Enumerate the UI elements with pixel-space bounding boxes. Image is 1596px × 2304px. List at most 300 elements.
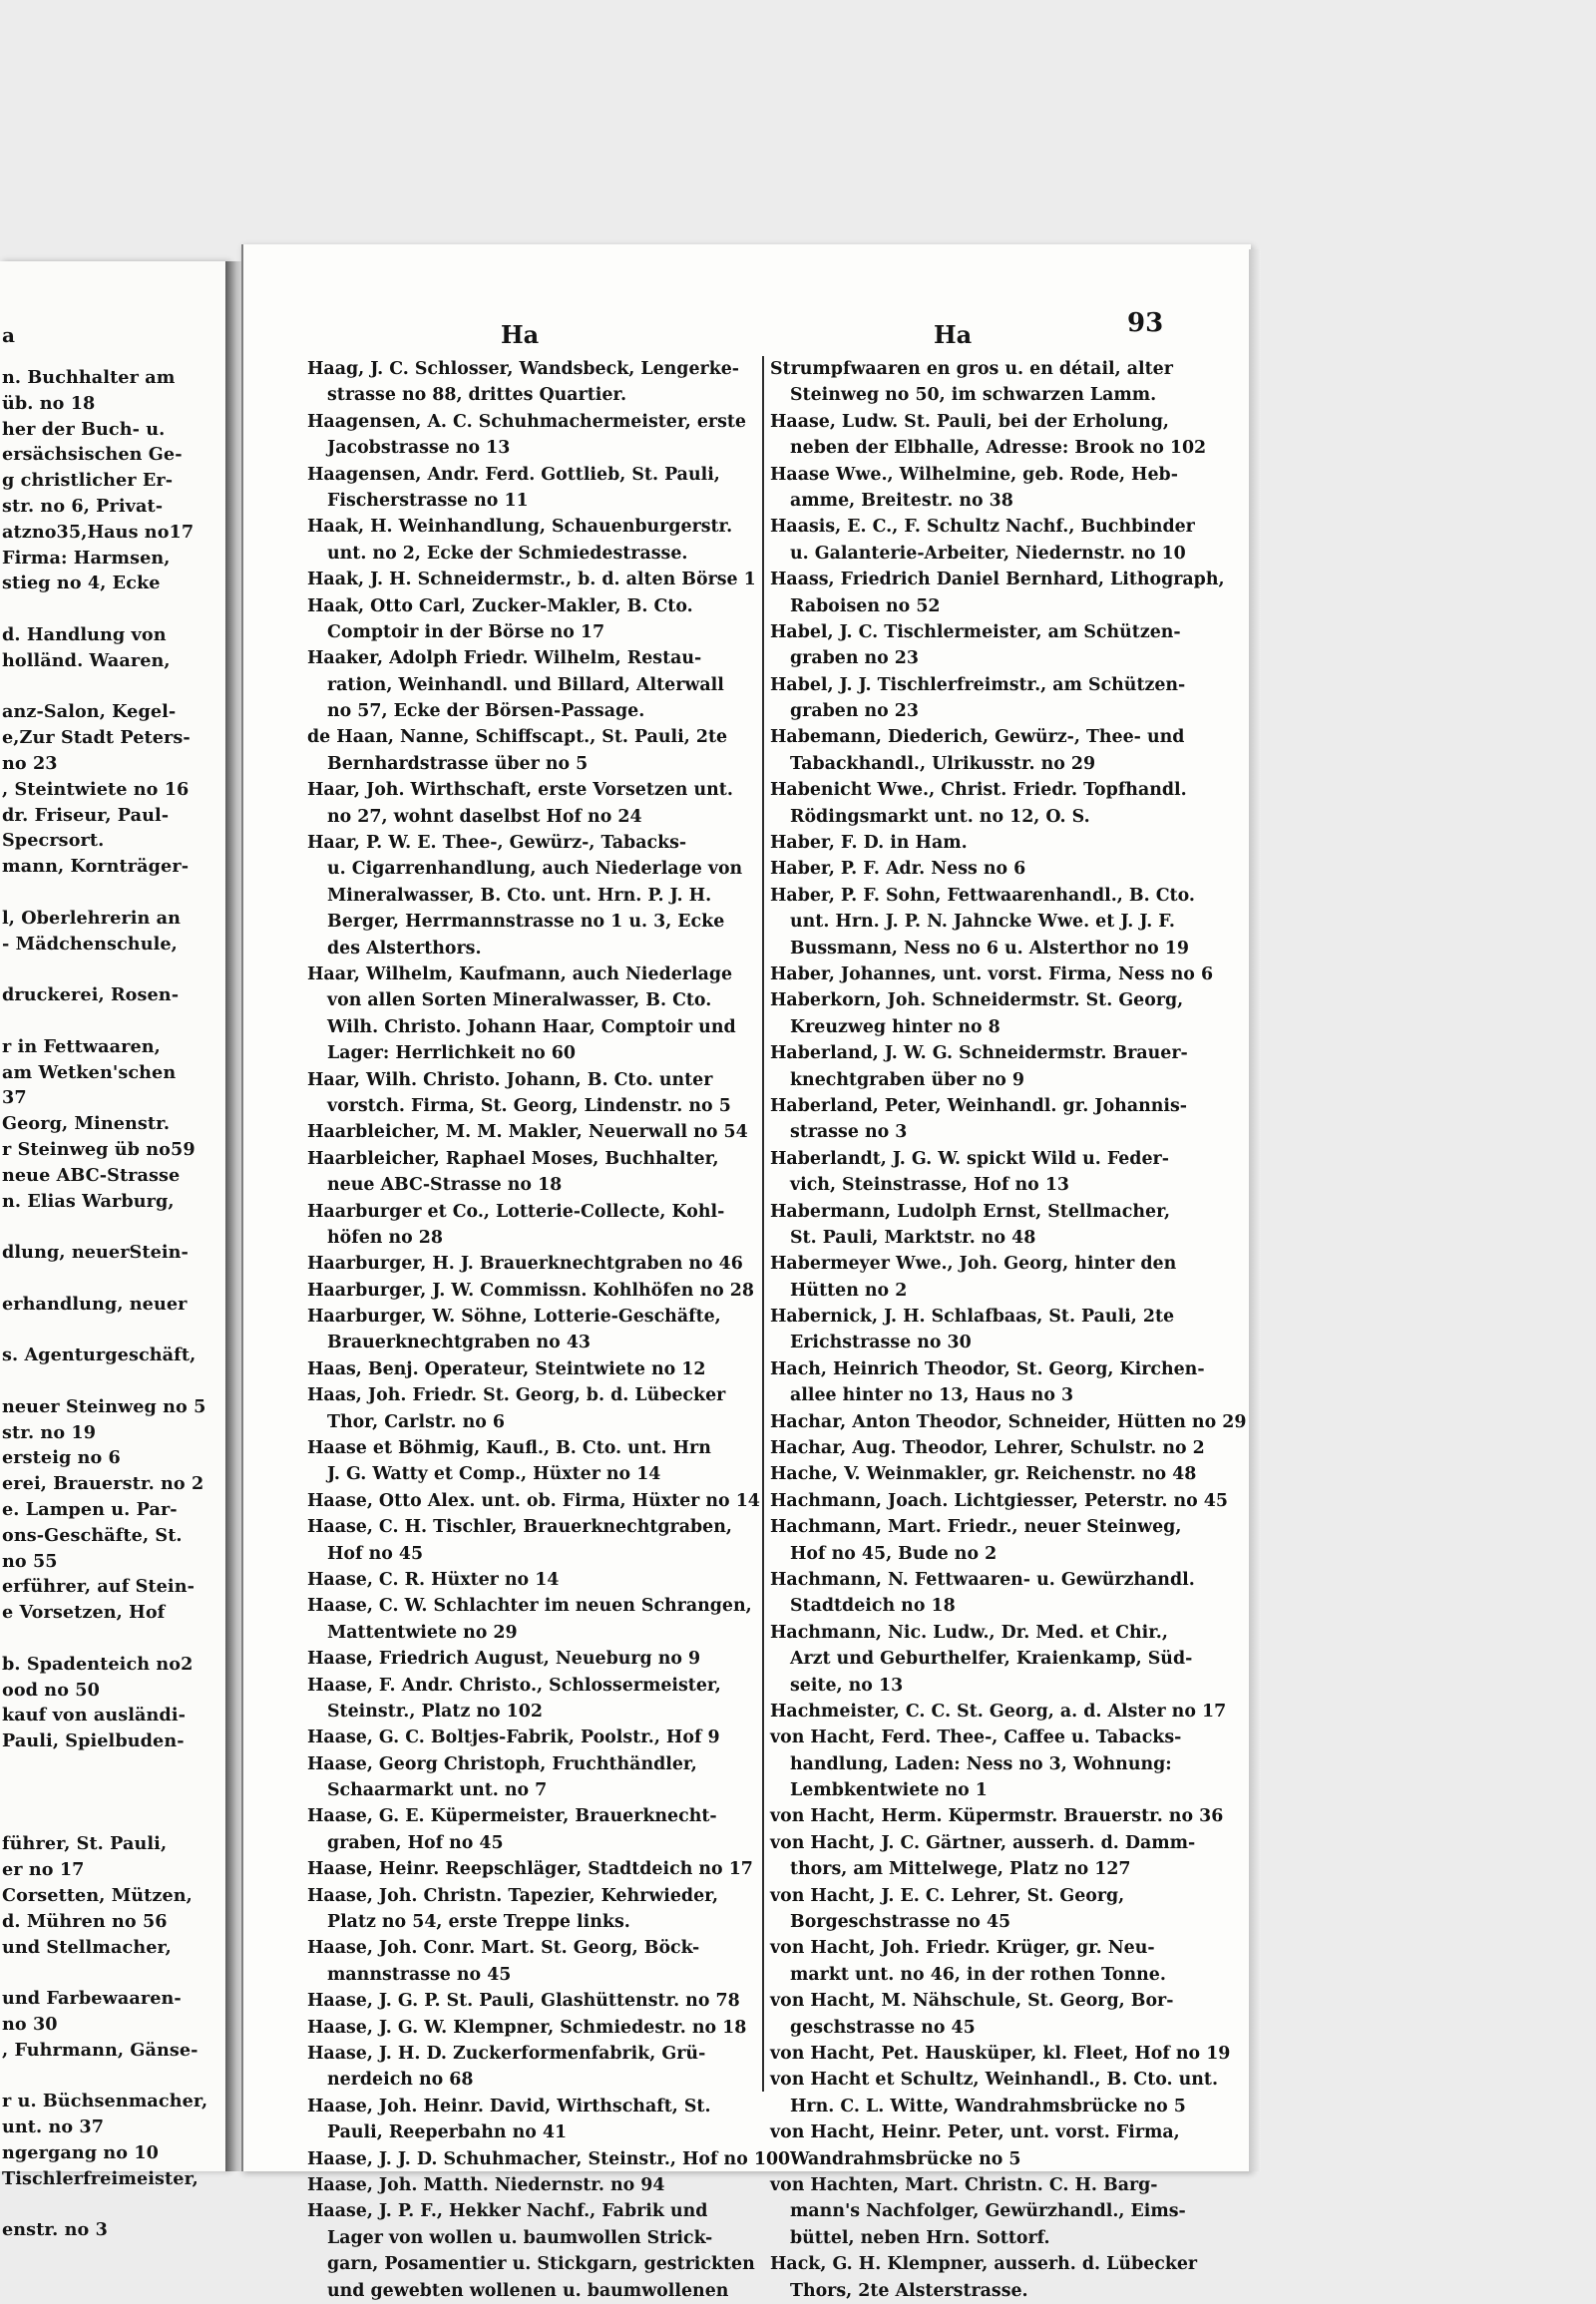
entry-line: Haber, P. F. Adr. Ness no 6 <box>770 859 1026 880</box>
previous-page-line <box>2 2064 231 2090</box>
entry-line: Hachmann, Nic. Ludw., Dr. Med. et Chir., <box>770 1622 1168 1643</box>
previous-page-header-fragment: a <box>2 323 15 347</box>
entry-continuation-line: nerdeich no 68 <box>327 2070 474 2091</box>
entry-line: Haase, J. H. D. Zuckerformenfabrik, Grü- <box>307 2044 706 2064</box>
entry-line: Haagensen, A. C. Schuhmachermeister, erste <box>307 411 746 432</box>
directory-entry <box>770 1409 1247 1435</box>
entry-line: von Hacht, Herm. Küpermstr. Brauerstr. no 36 <box>770 1806 1224 1827</box>
entry-continuation-line: graben no 23 <box>790 648 920 669</box>
entry-line: Hachmeister, C. C. St. Georg, a. d. Alster no 17 <box>770 1701 1227 1722</box>
running-head-left: Ha <box>501 320 540 349</box>
entry-line: von Hacht et Schultz, Weinhandl., B. Cto. unt. <box>770 2070 1219 2091</box>
directory-entry <box>307 1304 802 1356</box>
directory-entry <box>307 1856 802 1882</box>
directory-entry <box>770 1199 1209 1252</box>
directory-entry <box>770 2067 1219 2119</box>
directory-entry <box>307 593 802 646</box>
directory-entry <box>770 1803 1224 1829</box>
entry-line: Haar, Wilh. Christo. Johann, B. Cto. unter <box>307 1069 713 1090</box>
entry-continuation-line: garn, Posamentier u. Stickgarn, gestrickten <box>327 2254 755 2275</box>
directory-entry <box>307 1725 802 1750</box>
entry-continuation-line: Jacobstrasse no 13 <box>327 438 511 459</box>
previous-page-line: her der Buch- u. <box>2 418 166 440</box>
directory-entry <box>307 1278 802 1304</box>
entry-continuation-line: Lembkentwiete no 1 <box>790 1780 988 1801</box>
entry-line: Hachmann, Mart. Friedr., neuer Steinweg, <box>770 1517 1182 1538</box>
entry-line: Haase, Ludw. St. Pauli, bei der Erholung, <box>770 411 1169 432</box>
previous-page-line: erführer, auf Stein- <box>2 1576 196 1598</box>
entry-continuation-line: Thors, 2te Alsterstrasse. <box>790 2280 1028 2301</box>
entry-line: Habermeyer Wwe., Joh. Georg, hinter den <box>770 1254 1177 1275</box>
previous-page-line: er no 17 <box>2 1859 85 1881</box>
entry-continuation-line: amme, Breitestr. no 38 <box>790 490 1013 511</box>
directory-entry <box>770 856 1209 882</box>
entry-continuation-line: St. Pauli, Marktstr. no 48 <box>790 1227 1036 1248</box>
previous-page-line: und Stellmacher, <box>2 1936 172 1958</box>
entry-continuation-line: Hof no 45 <box>327 1543 424 1564</box>
directory-entry <box>770 1304 1209 1356</box>
directory-entry <box>307 462 802 515</box>
directory-entry <box>770 2119 1209 2172</box>
directory-entry <box>770 2172 1209 2251</box>
entry-continuation-line: Mattentwiete no 29 <box>327 1622 518 1643</box>
entry-line: Haase, J. J. D. Schuhmacher, Steinstr., Hof no 100 <box>307 2148 791 2169</box>
entry-line: Haak, H. Weinhandlung, Schauenburgerstr. <box>307 517 733 538</box>
entry-continuation-line: no 27, wohnt daselbst Hof no 24 <box>327 806 642 827</box>
entry-continuation-line: strasse no 3 <box>790 1122 908 1143</box>
entry-continuation-line: Tabackhandl., Ulrikusstr. no 29 <box>790 753 1096 774</box>
entry-line: Haase, Joh. Heinr. David, Wirthschaft, St. <box>307 2096 711 2116</box>
entry-line: Hack, G. H. Klempner, ausserh. d. Lübecker <box>770 2254 1198 2275</box>
entry-continuation-line: Borgeschstrasse no 45 <box>790 1912 1011 1933</box>
directory-entry <box>307 2041 802 2094</box>
directory-entry <box>307 1146 802 1199</box>
directory-entry <box>307 961 802 1067</box>
previous-page-line: e Vorsetzen, Hof <box>2 1602 166 1624</box>
entry-line: Hach, Heinrich Theodor, St. Georg, Kirchen- <box>770 1358 1205 1379</box>
directory-entry <box>770 672 1209 725</box>
directory-entry <box>307 356 802 409</box>
directory-entry <box>770 567 1225 619</box>
previous-page-line: anz-Salon, Kegel- <box>2 701 177 723</box>
directory-entry <box>307 1251 802 1277</box>
entry-line: Habel, J. C. Tischlermeister, am Schützen- <box>770 621 1181 642</box>
entry-line: Haber, F. D. in Ham. <box>770 833 968 854</box>
entry-continuation-line: Thor, Carlstr. no 6 <box>327 1411 505 1432</box>
entry-line: Haar, Joh. Wirthschaft, erste Vorsetzen unt. <box>307 780 733 801</box>
entry-line: von Hacht, M. Nähschule, St. Georg, Bor- <box>770 1991 1174 2012</box>
directory-entry <box>770 1356 1209 1409</box>
right-column <box>758 356 1247 2304</box>
left-column <box>307 356 802 2304</box>
entry-line: Haarburger, W. Söhne, Lotterie-Geschäfte, <box>307 1307 721 1328</box>
previous-page-line: e. Lampen u. Par- <box>2 1499 178 1521</box>
directory-entry <box>307 1803 802 1856</box>
previous-page-line: , Steintwiete no 16 <box>2 778 190 800</box>
directory-entry <box>770 2251 1209 2304</box>
directory-entry <box>770 1567 1209 1620</box>
entry-continuation-line: Rödingsmarkt unt. no 12, O. S. <box>790 806 1090 827</box>
entry-continuation-line: vich, Steinstrasse, Hof no 13 <box>790 1175 1070 1196</box>
entry-continuation-line: von allen Sorten Mineralwasser, B. Cto. <box>327 990 712 1011</box>
entry-line: Haarburger et Co., Lotterie-Collecte, Kohl- <box>307 1201 725 1222</box>
previous-page-line: s. Agenturgeschäft, <box>2 1344 197 1366</box>
directory-entry <box>770 1461 1209 1487</box>
previous-page-line: enstr. no 3 <box>2 2219 108 2241</box>
directory-entry <box>770 777 1209 830</box>
directory-entry <box>770 1514 1209 1567</box>
entry-continuation-line: und gewebten wollenen u. baumwollenen <box>327 2280 729 2301</box>
entry-continuation-line: Bussmann, Ness no 6 u. Alsterthor no 19 <box>790 938 1189 959</box>
previous-page-line: dr. Friseur, Paul- <box>2 804 170 826</box>
previous-page-line: ersächsischen Ge- <box>2 444 183 466</box>
previous-page-line <box>2 674 231 700</box>
entry-continuation-line: höfen no 28 <box>327 1227 443 1248</box>
entry-continuation-line: Erichstrasse no 30 <box>790 1333 972 1353</box>
entry-line: Strumpfwaaren en gros u. en détail, alter <box>770 359 1173 379</box>
entry-continuation-line: des Alsterthors. <box>327 938 482 959</box>
entry-line: von Hacht, Joh. Friedr. Krüger, gr. Neu- <box>770 1938 1155 1959</box>
entry-line: Haase, J. G. W. Klempner, Schmiedestr. no 18 <box>307 2017 747 2038</box>
entry-continuation-line: Hof no 45, Bude no 2 <box>790 1543 998 1564</box>
entry-continuation-line: Arzt und Geburthelfer, Kraienkamp, Süd- <box>790 1649 1193 1670</box>
entry-continuation-line: u. Galanterie-Arbeiter, Niedernstr. no 10 <box>790 543 1186 564</box>
entry-line: Habernick, J. H. Schlafbaas, St. Pauli, 2te <box>770 1307 1175 1328</box>
directory-entry <box>770 1093 1209 1146</box>
entry-continuation-line: Berger, Herrmannstrasse no 1 u. 3, Ecke <box>327 912 725 933</box>
previous-page-line <box>2 1626 231 1652</box>
entry-line: Haasis, E. C., F. Schultz Nachf., Buchbinder <box>770 517 1195 538</box>
entry-line: Haberland, Peter, Weinhandl. gr. Johannis- <box>770 1095 1187 1116</box>
directory-entry <box>770 619 1209 672</box>
previous-page-line: d. Handlung von <box>2 623 167 645</box>
directory-entry <box>307 1935 802 1988</box>
directory-entry <box>307 1593 802 1646</box>
directory-entry <box>770 514 1209 567</box>
previous-page-line: Specrsort. <box>2 830 105 852</box>
previous-page-line <box>2 1368 231 1394</box>
entry-line: Habel, J. J. Tischlerfreimstr., am Schützen- <box>770 674 1186 695</box>
previous-page-line: neue ABC-Strasse <box>2 1164 181 1186</box>
entry-line: Haase, J. P. F., Hekker Nachf., Fabrik und <box>307 2201 708 2222</box>
entry-line: Haase, G. E. Küpermeister, Brauerknecht- <box>307 1806 717 1827</box>
directory-entry <box>307 1488 802 1514</box>
directory-entry <box>770 724 1209 777</box>
previous-page-line: erhandlung, neuer <box>2 1293 188 1315</box>
previous-page-line: atzno35,Haus no17 <box>2 521 195 543</box>
entry-continuation-line: unt. no 2, Ecke der Schmiedestrasse. <box>327 543 688 564</box>
previous-page-line: und Farbewaaren- <box>2 1988 182 2010</box>
entry-continuation-line: Hrn. C. L. Witte, Wandrahmsbrücke no 5 <box>790 2096 1186 2116</box>
entry-line: Haberkorn, Joh. Schneidermstr. St. Georg, <box>770 990 1184 1011</box>
previous-page-line: r Steinweg üb no59 <box>2 1138 196 1160</box>
previous-page-line: , Fuhrmann, Gänse- <box>2 2039 199 2061</box>
previous-page-line: Corsetten, Mützen, <box>2 1885 193 1907</box>
directory-entry <box>307 514 802 567</box>
directory-entry <box>770 2041 1231 2067</box>
entry-line: Habermann, Ludolph Ernst, Stellmacher, <box>770 1201 1171 1222</box>
entry-continuation-line: Comptoir in der Börse no 17 <box>327 621 605 642</box>
entry-line: Haber, Johannes, unt. vorst. Firma, Ness no 6 <box>770 963 1214 984</box>
directory-entry <box>770 1988 1209 2041</box>
entry-line: Haase, Joh. Matth. Niedernstr. no 94 <box>307 2174 665 2195</box>
directory-entry <box>307 2172 802 2198</box>
entry-line: Haarbleicher, Raphael Moses, Buchhalter, <box>307 1148 719 1169</box>
directory-entry <box>770 987 1209 1040</box>
directory-entry <box>307 1567 802 1593</box>
entry-line: Hachmann, Joach. Lichtgiesser, Peterstr. no 45 <box>770 1490 1228 1511</box>
entry-continuation-line: Wilh. Christo. Johann Haar, Comptoir und <box>327 1016 736 1037</box>
entry-line: Haberlandt, J. G. W. spickt Wild u. Feder- <box>770 1148 1169 1169</box>
directory-entry <box>770 1040 1209 1093</box>
entry-line: Haase, G. C. Boltjes-Fabrik, Poolstr., Hof 9 <box>307 1728 720 1748</box>
directory-entry <box>307 2015 802 2041</box>
directory-entry <box>770 1830 1209 1883</box>
previous-page-line <box>2 2192 231 2218</box>
entry-continuation-line: Steinstr., Platz no 102 <box>327 1701 543 1722</box>
entry-line: von Hacht, Heinr. Peter, unt. vorst. Firma, <box>770 2122 1180 2143</box>
previous-page-line: Georg, Minenstr. <box>2 1113 171 1135</box>
directory-entry <box>307 1883 802 1936</box>
entry-continuation-line: vorstch. Firma, St. Georg, Lindenstr. no 5 <box>327 1095 731 1116</box>
entry-continuation-line: mann's Nachfolger, Gewürzhandl., Eims- <box>790 2201 1186 2222</box>
entry-line: Haase, Heinr. Reepschläger, Stadtdeich no 17 <box>307 1859 753 1880</box>
previous-page-line <box>2 1754 231 1780</box>
entry-line: Haak, Otto Carl, Zucker-Makler, B. Cto. <box>307 595 693 616</box>
previous-page-line <box>2 1214 231 1240</box>
entry-continuation-line: Bernhardstrasse über no 5 <box>327 753 589 774</box>
entry-line: Haarburger, J. W. Commissn. Kohlhöfen no 28 <box>307 1280 754 1301</box>
directory-entry <box>770 830 1209 856</box>
previous-page-line: Firma: Harmsen, <box>2 547 171 569</box>
previous-page-line: no 23 <box>2 752 58 774</box>
entry-line: Haag, J. C. Schlosser, Wandsbeck, Lengerke- <box>307 359 740 379</box>
previous-page-line <box>2 880 231 906</box>
previous-page <box>0 261 227 2241</box>
previous-page-line <box>2 1960 231 1986</box>
entry-continuation-line: graben no 23 <box>790 701 920 722</box>
entry-continuation-line: no 57, Ecke der Börsen-Passage. <box>327 701 645 722</box>
directory-entry <box>307 1356 802 1382</box>
directory-entry <box>307 1067 802 1120</box>
entry-line: Haase et Böhmig, Kaufl., B. Cto. unt. Hrn <box>307 1438 711 1459</box>
previous-page-text <box>2 365 231 2243</box>
entry-line: Haase, Friedrich August, Neueburg no 9 <box>307 1649 701 1670</box>
entry-continuation-line: Stadtdeich no 18 <box>790 1596 956 1617</box>
entry-line: Haase, C. W. Schlachter im neuen Schrangen, <box>307 1596 752 1617</box>
entry-continuation-line: geschstrasse no 45 <box>790 2017 976 2038</box>
directory-entry <box>770 409 1209 462</box>
entry-line: von Hacht, J. E. C. Lehrer, St. Georg, <box>770 1885 1125 1906</box>
directory-entry <box>307 1673 802 1726</box>
previous-page-line: unt. no 37 <box>2 2116 105 2138</box>
directory-entry <box>307 1435 802 1488</box>
previous-page-line: g christlicher Er- <box>2 470 174 492</box>
directory-entry <box>770 1435 1209 1461</box>
entry-line: Haase, J. G. P. St. Pauli, Glashüttenstr. no 78 <box>307 1991 740 2012</box>
directory-entry <box>307 1382 802 1435</box>
entry-line: Hachmann, N. Fettwaaren- u. Gewürzhandl. <box>770 1569 1195 1590</box>
previous-page-line: n. Buchhalter am <box>2 367 176 388</box>
page-number: 93 <box>1127 308 1164 338</box>
previous-page-line: Tischlerfreimeister, <box>2 2167 199 2189</box>
entry-line: Haass, Friedrich Daniel Bernhard, Lithograph, <box>770 570 1225 590</box>
entry-continuation-line: Hütten no 2 <box>790 1280 908 1301</box>
entry-line: von Hacht, J. C. Gärtner, ausserh. d. Damm- <box>770 1832 1196 1853</box>
previous-page-line: neuer Steinweg no 5 <box>2 1395 206 1417</box>
entry-continuation-line: Wandrahmsbrücke no 5 <box>790 2148 1021 2169</box>
entry-line: Haarburger, H. J. Brauerknechtgraben no 46 <box>307 1254 743 1275</box>
entry-line: de Haan, Nanne, Schiffscapt., St. Pauli, 2te <box>307 727 728 748</box>
entry-line: Haagensen, Andr. Ferd. Gottlieb, St. Pauli, <box>307 464 720 485</box>
entry-continuation-line: markt unt. no 46, in der rothen Tonne. <box>790 1964 1166 1985</box>
directory-entry <box>770 1488 1228 1514</box>
entry-continuation-line: handlung, Laden: Ness no 3, Wohnung: <box>790 1753 1172 1774</box>
directory-entry <box>307 1646 802 1672</box>
previous-page-line <box>2 1266 231 1292</box>
directory-entry <box>307 409 802 462</box>
previous-page-line: d. Mühren no 56 <box>2 1910 168 1932</box>
entry-continuation-line: Lager: Herrlichkeit no 60 <box>327 1043 576 1064</box>
entry-line: Hachar, Aug. Theodor, Lehrer, Schulstr. no 2 <box>770 1438 1205 1459</box>
directory-entry <box>307 777 802 830</box>
entry-continuation-line: knechtgraben über no 9 <box>790 1069 1025 1090</box>
previous-page-line: dlung, neuerStein- <box>2 1242 189 1264</box>
directory-entry <box>307 2094 802 2146</box>
directory-entry <box>307 1199 802 1252</box>
previous-page-line: Pauli, Spielbuden- <box>2 1730 185 1752</box>
previous-page-line <box>2 1806 231 1832</box>
previous-page-line: kauf von ausländi- <box>2 1705 187 1727</box>
previous-page-line: l, Oberlehrerin an <box>2 907 182 929</box>
page-edge <box>1249 249 1261 2171</box>
entry-line: Habenicht Wwe., Christ. Friedr. Topfhandl. <box>770 780 1187 801</box>
directory-entry <box>307 1988 802 2014</box>
entry-continuation-line: Schaarmarkt unt. no 7 <box>327 1780 548 1801</box>
entry-line: Hachar, Anton Theodor, Schneider, Hütten no 29 <box>770 1411 1247 1432</box>
entry-line: Haar, Wilhelm, Kaufmann, auch Niederlage <box>307 963 733 984</box>
directory-entry <box>770 1251 1209 1304</box>
previous-page-line <box>2 596 231 622</box>
directory-entry <box>770 1699 1227 1725</box>
previous-page-line: 37 <box>2 1087 27 1109</box>
previous-page-line: ersteig no 6 <box>2 1447 121 1469</box>
entry-line: Haase, C. R. Hüxter no 14 <box>307 1569 560 1590</box>
entry-line: Haase Wwe., Wilhelmine, geb. Rode, Heb- <box>770 464 1178 485</box>
previous-page-line: e,Zur Stadt Peters- <box>2 727 191 749</box>
entry-line: Haase, C. H. Tischler, Brauerknechtgraben, <box>307 1517 732 1538</box>
entry-line: Haase, Joh. Conr. Mart. St. Georg, Böck- <box>307 1938 700 1959</box>
previous-page-line: r u. Büchsenmacher, <box>2 2091 208 2112</box>
previous-page-line: erei, Brauerstr. no 2 <box>2 1473 204 1495</box>
previous-page-line: ood no 50 <box>2 1679 100 1701</box>
entry-continuation-line: büttel, neben Hrn. Sottorf. <box>790 2227 1050 2248</box>
directory-entry <box>770 883 1209 961</box>
entry-line: Haak, J. H. Schneidermstr., b. d. alten Börse 1 <box>307 570 756 590</box>
entry-continuation-line: neben der Elbhalle, Adresse: Brook no 102 <box>790 438 1207 459</box>
entry-line: Hache, V. Weinmakler, gr. Reichenstr. no 48 <box>770 1464 1197 1485</box>
entry-line: Haas, Benj. Operateur, Steintwiete no 12 <box>307 1358 706 1379</box>
entry-continuation-line: seite, no 13 <box>790 1675 904 1696</box>
entry-line: Haaker, Adolph Friedr. Wilhelm, Restau- <box>307 648 702 669</box>
entry-line: von Hachten, Mart. Christn. C. H. Barg- <box>770 2174 1158 2195</box>
previous-page-line: r in Fettwaaren, <box>2 1035 161 1057</box>
directory-entry <box>770 1935 1209 1988</box>
previous-page-line: no 55 <box>2 1550 58 1572</box>
previous-page-line: n. Elias Warburg, <box>2 1190 175 1212</box>
previous-page-line <box>2 1008 231 1034</box>
entry-continuation-line: unt. Hrn. J. P. N. Jahncke Wwe. et J. J. F. <box>790 912 1175 933</box>
entry-line: Haase, Georg Christoph, Fruchthändler, <box>307 1753 697 1774</box>
previous-page-line: am Wetken'schen <box>2 1061 177 1083</box>
entry-continuation-line: graben, Hof no 45 <box>327 1832 504 1853</box>
previous-page-line <box>2 957 231 982</box>
previous-page-line: ons-Geschäfte, St. <box>2 1524 183 1546</box>
previous-page-line: str. no 6, Privat- <box>2 495 164 517</box>
directory-entry <box>307 724 802 777</box>
previous-page-line: führer, St. Pauli, <box>2 1833 168 1855</box>
directory-entry <box>770 1620 1209 1699</box>
entry-continuation-line: u. Cigarrenhandlung, auch Niederlage von <box>327 859 743 880</box>
previous-page-line: mann, Kornträger- <box>2 856 190 878</box>
entry-line: Haas, Joh. Friedr. St. Georg, b. d. Lübecker <box>307 1385 726 1406</box>
previous-page-line: stieg no 4, Ecke <box>2 573 161 594</box>
directory-entry <box>307 2198 802 2304</box>
previous-page-line: no 30 <box>2 2014 58 2035</box>
entry-line: Haberland, J. W. G. Schneidermstr. Brauer- <box>770 1043 1188 1064</box>
entry-continuation-line: Brauerknechtgraben no 43 <box>327 1333 592 1353</box>
directory-entry <box>770 462 1209 515</box>
entry-line: Haar, P. W. E. Thee-, Gewürz-, Tabacks- <box>307 833 687 854</box>
entry-continuation-line: strasse no 88, drittes Quartier. <box>327 385 627 406</box>
previous-page-line: str. no 19 <box>2 1421 97 1443</box>
entry-continuation-line: mannstrasse no 45 <box>327 1964 512 1985</box>
entry-line: Haber, P. F. Sohn, Fettwaarenhandl., B. Cto. <box>770 885 1195 906</box>
entry-continuation-line: thors, am Mittelwege, Platz no 127 <box>790 1859 1131 1880</box>
previous-page-line: - Mädchenschule, <box>2 933 178 955</box>
entry-continuation-line: Mineralwasser, B. Cto. unt. Hrn. P. J. H. <box>327 885 712 906</box>
entry-line: von Hacht, Pet. Hausküper, kl. Fleet, Hof no 19 <box>770 2044 1231 2064</box>
entry-continuation-line: Raboisen no 52 <box>790 595 941 616</box>
previous-page-line: holländ. Waaren, <box>2 649 171 671</box>
directory-entry <box>770 1883 1209 1936</box>
running-head-right: Ha <box>934 320 973 349</box>
directory-entry <box>307 645 802 724</box>
entry-continuation-line: Steinweg no 50, im schwarzen Lamm. <box>790 385 1157 406</box>
entry-continuation-line: Fischerstrasse no 11 <box>327 490 529 511</box>
previous-page-line <box>2 1317 231 1343</box>
directory-entry <box>770 1146 1209 1199</box>
entry-continuation-line: neue ABC-Strasse no 18 <box>327 1175 563 1196</box>
directory-entry <box>307 1119 802 1145</box>
entry-continuation-line: Kreuzweg hinter no 8 <box>790 1016 1000 1037</box>
previous-page-line: druckerei, Rosen- <box>2 984 180 1006</box>
directory-entry <box>307 1751 802 1804</box>
directory-page <box>241 244 1251 2301</box>
directory-entry <box>307 2146 802 2172</box>
directory-entry <box>307 1514 802 1567</box>
directory-entry <box>770 356 1209 409</box>
entry-line: Haarbleicher, M. M. Makler, Neuerwall no 54 <box>307 1122 748 1143</box>
entry-line: Habemann, Diederich, Gewürz-, Thee- und <box>770 727 1185 748</box>
entry-line: von Hacht, Ferd. Thee-, Caffee u. Tabacks- <box>770 1728 1182 1748</box>
entry-line: Haase, Otto Alex. unt. ob. Firma, Hüxter no 14 <box>307 1490 760 1511</box>
entry-line: Haase, Joh. Christn. Tapezier, Kehrwieder, <box>307 1885 719 1906</box>
entry-continuation-line: Platz no 54, erste Treppe links. <box>327 1912 630 1933</box>
previous-page-line <box>2 1780 231 1806</box>
entry-continuation-line: Lager von wollen u. baumwollen Strick- <box>327 2227 713 2248</box>
entry-continuation-line: allee hinter no 13, Haus no 3 <box>790 1385 1074 1406</box>
